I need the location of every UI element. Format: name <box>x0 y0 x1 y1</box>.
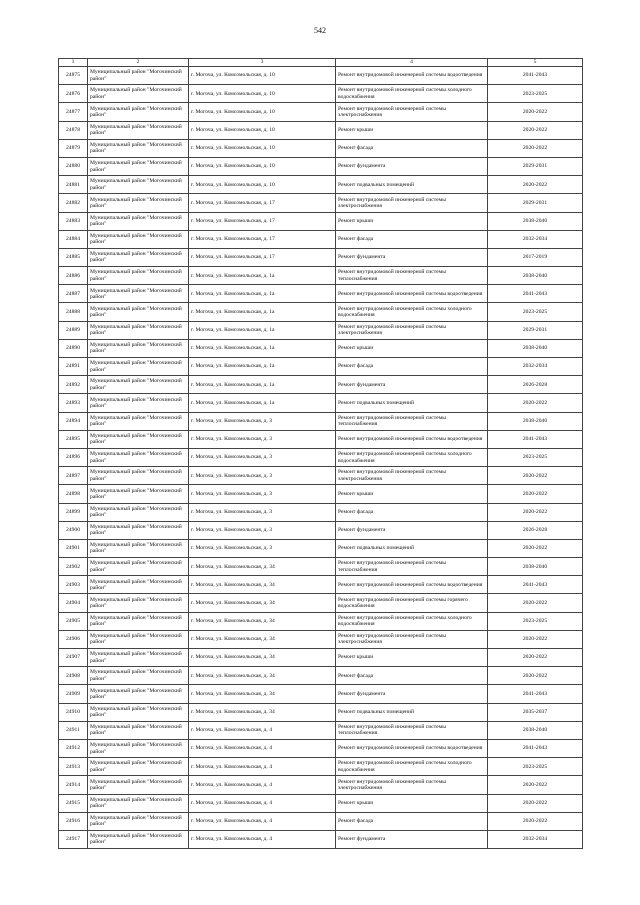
row-number-cell: 24889 <box>59 321 88 339</box>
period-cell: 2020-2022 <box>488 503 583 521</box>
address-cell: г. Могоча, ул. Комсомольская, д. 34 <box>189 685 336 703</box>
municipality-cell: Муниципальный район "Могочинский район" <box>88 412 189 430</box>
municipality-cell: Муниципальный район "Могочинский район" <box>88 612 189 630</box>
address-cell: г. Могоча, ул. Комсомольская, д. 17 <box>189 212 336 230</box>
municipality-cell: Муниципальный район "Могочинский район" <box>88 594 189 612</box>
municipality-cell: Муниципальный район "Могочинский район" <box>88 194 189 212</box>
table-row <box>59 358 583 376</box>
table-row <box>59 612 583 630</box>
period-cell: 2020-2022 <box>488 794 583 812</box>
table-row <box>59 503 583 521</box>
municipality-cell: Муниципальный район "Могочинский район" <box>88 85 189 103</box>
municipality-cell: Муниципальный район "Могочинский район" <box>88 339 189 357</box>
work-type-cell: Ремонт крыши <box>336 794 488 812</box>
address-cell: г. Могоча, ул. Комсомольская, д. 34 <box>189 576 336 594</box>
period-cell: 2017-2019 <box>488 248 583 266</box>
municipality-cell: Муниципальный район "Могочинский район" <box>88 230 189 248</box>
address-cell: г. Могоча, ул. Комсомольская, д. 4 <box>189 721 336 739</box>
period-cell: 2032-2034 <box>488 358 583 376</box>
table-row <box>59 794 583 812</box>
address-cell: г. Могоча, ул. Комсомольская, д. 3 <box>189 412 336 430</box>
work-type-cell: Ремонт крыши <box>336 212 488 230</box>
municipality-cell: Муниципальный район "Могочинский район" <box>88 576 189 594</box>
address-cell: г. Могоча, ул. Комсомольская, д. 1а <box>189 339 336 357</box>
row-number-cell: 24883 <box>59 212 88 230</box>
table-row <box>59 230 583 248</box>
work-type-cell: Ремонт внутридомовой инженерной системы электроснабжения <box>336 776 488 794</box>
row-number-cell: 24877 <box>59 103 88 121</box>
row-number-cell: 24904 <box>59 594 88 612</box>
row-number-cell: 24876 <box>59 85 88 103</box>
address-cell: г. Могоча, ул. Комсомольская, д. 4 <box>189 758 336 776</box>
table-row <box>59 776 583 794</box>
table-row <box>59 121 583 139</box>
row-number-cell: 24902 <box>59 558 88 576</box>
column-header: 4 <box>336 59 488 67</box>
repair-schedule-table <box>58 58 583 849</box>
address-cell: г. Могоча, ул. Комсомольская, д. 3 <box>189 521 336 539</box>
table-row <box>59 576 583 594</box>
address-cell: г. Могоча, ул. Комсомольская, д. 34 <box>189 667 336 685</box>
address-cell: г. Могоча, ул. Комсомольская, д. 3 <box>189 503 336 521</box>
address-cell: г. Могоча, ул. Комсомольская, д. 10 <box>189 67 336 85</box>
period-cell: 2020-2022 <box>488 485 583 503</box>
row-number-cell: 24879 <box>59 139 88 157</box>
address-cell: г. Могоча, ул. Комсомольская, д. 1а <box>189 358 336 376</box>
table-row <box>59 467 583 485</box>
row-number-cell: 24908 <box>59 667 88 685</box>
row-number-cell: 24898 <box>59 485 88 503</box>
period-cell: 2041-2043 <box>488 576 583 594</box>
row-number-cell: 24914 <box>59 776 88 794</box>
period-cell: 2041-2043 <box>488 739 583 757</box>
work-type-cell: Ремонт внутридомовой инженерной системы электроснабжения <box>336 194 488 212</box>
address-cell: г. Могоча, ул. Комсомольская, д. 34 <box>189 558 336 576</box>
table-row <box>59 430 583 448</box>
municipality-cell: Муниципальный район "Могочинский район" <box>88 685 189 703</box>
address-cell: г. Могоча, ул. Комсомольская, д. 34 <box>189 594 336 612</box>
address-cell: г. Могоча, ул. Комсомольская, д. 10 <box>189 121 336 139</box>
work-type-cell: Ремонт подвальных помещений <box>336 703 488 721</box>
period-cell: 2041-2043 <box>488 285 583 303</box>
municipality-cell: Муниципальный район "Могочинский район" <box>88 776 189 794</box>
work-type-cell: Ремонт внутридомовой инженерной системы холодного водоснабжения <box>336 612 488 630</box>
period-cell: 2023-2025 <box>488 612 583 630</box>
header-row <box>59 59 583 67</box>
row-number-cell: 24916 <box>59 812 88 830</box>
period-cell: 2038-2040 <box>488 212 583 230</box>
table-row <box>59 176 583 194</box>
period-cell: 2026-2028 <box>488 521 583 539</box>
row-number-cell: 24901 <box>59 539 88 557</box>
municipality-cell: Муниципальный район "Могочинский район" <box>88 157 189 175</box>
row-number-cell: 24886 <box>59 267 88 285</box>
work-type-cell: Ремонт фундамента <box>336 157 488 175</box>
table-row <box>59 285 583 303</box>
address-cell: г. Могоча, ул. Комсомольская, д. 3 <box>189 467 336 485</box>
table-row <box>59 103 583 121</box>
municipality-cell: Муниципальный район "Могочинский район" <box>88 448 189 466</box>
address-cell: г. Могоча, ул. Комсомольская, д. 1а <box>189 321 336 339</box>
address-cell: г. Могоча, ул. Комсомольская, д. 1а <box>189 303 336 321</box>
work-type-cell: Ремонт подвальных помещений <box>336 394 488 412</box>
row-number-cell: 24878 <box>59 121 88 139</box>
table-body <box>59 67 583 849</box>
row-number-cell: 24875 <box>59 67 88 85</box>
table-row <box>59 394 583 412</box>
table-row <box>59 558 583 576</box>
address-cell: г. Могоча, ул. Комсомольская, д. 34 <box>189 612 336 630</box>
period-cell: 2038-2040 <box>488 558 583 576</box>
municipality-cell: Муниципальный район "Могочинский район" <box>88 285 189 303</box>
row-number-cell: 24894 <box>59 412 88 430</box>
table-row <box>59 267 583 285</box>
address-cell: г. Могоча, ул. Комсомольская, д. 10 <box>189 176 336 194</box>
address-cell: г. Могоча, ул. Комсомольская, д. 17 <box>189 230 336 248</box>
table-row <box>59 157 583 175</box>
work-type-cell: Ремонт внутридомовой инженерной системы электроснабжения <box>336 103 488 121</box>
period-cell: 2020-2022 <box>488 176 583 194</box>
table-row <box>59 630 583 648</box>
period-cell: 2032-2034 <box>488 830 583 848</box>
municipality-cell: Муниципальный район "Могочинский район" <box>88 812 189 830</box>
table-row <box>59 85 583 103</box>
work-type-cell: Ремонт внутридомовой инженерной системы водоотведения <box>336 67 488 85</box>
work-type-cell: Ремонт крыши <box>336 339 488 357</box>
table-row <box>59 812 583 830</box>
municipality-cell: Муниципальный район "Могочинский район" <box>88 503 189 521</box>
work-type-cell: Ремонт фасада <box>336 503 488 521</box>
work-type-cell: Ремонт фундамента <box>336 248 488 266</box>
table-row <box>59 321 583 339</box>
period-cell: 2029-2031 <box>488 321 583 339</box>
period-cell: 2032-2034 <box>488 230 583 248</box>
municipality-cell: Муниципальный район "Могочинский район" <box>88 376 189 394</box>
table-row <box>59 667 583 685</box>
address-cell: г. Могоча, ул. Комсомольская, д. 3 <box>189 539 336 557</box>
municipality-cell: Муниципальный район "Могочинский район" <box>88 703 189 721</box>
column-header: 2 <box>88 59 189 67</box>
period-cell: 2038-2040 <box>488 721 583 739</box>
work-type-cell: Ремонт внутридомовой инженерной системы горячего водоснабжения <box>336 594 488 612</box>
period-cell: 2026-2028 <box>488 376 583 394</box>
period-cell: 2041-2043 <box>488 67 583 85</box>
municipality-cell: Муниципальный район "Могочинский район" <box>88 485 189 503</box>
period-cell: 2038-2040 <box>488 339 583 357</box>
row-number-cell: 24887 <box>59 285 88 303</box>
address-cell: г. Могоча, ул. Комсомольская, д. 10 <box>189 157 336 175</box>
municipality-cell: Муниципальный район "Могочинский район" <box>88 649 189 667</box>
row-number-cell: 24890 <box>59 339 88 357</box>
row-number-cell: 24891 <box>59 358 88 376</box>
period-cell: 2038-2040 <box>488 412 583 430</box>
period-cell: 2029-2031 <box>488 194 583 212</box>
row-number-cell: 24910 <box>59 703 88 721</box>
table-row <box>59 685 583 703</box>
row-number-cell: 24895 <box>59 430 88 448</box>
work-type-cell: Ремонт подвальных помещений <box>336 539 488 557</box>
row-number-cell: 24888 <box>59 303 88 321</box>
table-row <box>59 703 583 721</box>
period-cell: 2020-2022 <box>488 103 583 121</box>
row-number-cell: 24905 <box>59 612 88 630</box>
page-number: 542 <box>314 26 326 35</box>
table-row <box>59 649 583 667</box>
table-row <box>59 539 583 557</box>
work-type-cell: Ремонт внутридомовой инженерной системы водоотведения <box>336 285 488 303</box>
work-type-cell: Ремонт крыши <box>336 485 488 503</box>
period-cell: 2020-2022 <box>488 812 583 830</box>
row-number-cell: 24884 <box>59 230 88 248</box>
row-number-cell: 24912 <box>59 739 88 757</box>
work-type-cell: Ремонт фасада <box>336 358 488 376</box>
table-row <box>59 594 583 612</box>
work-type-cell: Ремонт фундамента <box>336 521 488 539</box>
work-type-cell: Ремонт подвальных помещений <box>336 176 488 194</box>
column-header: 3 <box>189 59 336 67</box>
table-row <box>59 739 583 757</box>
municipality-cell: Муниципальный район "Могочинский район" <box>88 539 189 557</box>
municipality-cell: Муниципальный район "Могочинский район" <box>88 176 189 194</box>
row-number-cell: 24909 <box>59 685 88 703</box>
work-type-cell: Ремонт крыши <box>336 121 488 139</box>
table-row <box>59 485 583 503</box>
municipality-cell: Муниципальный район "Могочинский район" <box>88 267 189 285</box>
municipality-cell: Муниципальный район "Могочинский район" <box>88 667 189 685</box>
municipality-cell: Муниципальный район "Могочинский район" <box>88 430 189 448</box>
table-row <box>59 830 583 848</box>
table-row <box>59 67 583 85</box>
row-number-cell: 24915 <box>59 794 88 812</box>
table-row <box>59 758 583 776</box>
address-cell: г. Могоча, ул. Комсомольская, д. 1а <box>189 376 336 394</box>
address-cell: г. Могоча, ул. Комсомольская, д. 4 <box>189 739 336 757</box>
table-row <box>59 339 583 357</box>
period-cell: 2020-2022 <box>488 667 583 685</box>
municipality-cell: Муниципальный район "Могочинский район" <box>88 521 189 539</box>
work-type-cell: Ремонт внутридомовой инженерной системы электроснабжения <box>336 630 488 648</box>
address-cell: г. Могоча, ул. Комсомольская, д. 1а <box>189 285 336 303</box>
work-type-cell: Ремонт крыши <box>336 649 488 667</box>
period-cell: 2020-2022 <box>488 139 583 157</box>
municipality-cell: Муниципальный район "Могочинский район" <box>88 67 189 85</box>
period-cell: 2023-2025 <box>488 448 583 466</box>
table-row <box>59 248 583 266</box>
work-type-cell: Ремонт внутридомовой инженерной системы теплоснабжения <box>336 558 488 576</box>
work-type-cell: Ремонт фундамента <box>336 685 488 703</box>
period-cell: 2035-2037 <box>488 703 583 721</box>
period-cell: 2020-2022 <box>488 594 583 612</box>
row-number-cell: 24882 <box>59 194 88 212</box>
period-cell: 2038-2040 <box>488 267 583 285</box>
column-header: 5 <box>488 59 583 67</box>
municipality-cell: Муниципальный район "Могочинский район" <box>88 212 189 230</box>
municipality-cell: Муниципальный район "Могочинский район" <box>88 558 189 576</box>
work-type-cell: Ремонт внутридомовой инженерной системы теплоснабжения <box>336 412 488 430</box>
address-cell: г. Могоча, ул. Комсомольская, д. 10 <box>189 139 336 157</box>
column-header: 1 <box>59 59 88 67</box>
row-number-cell: 24896 <box>59 448 88 466</box>
row-number-cell: 24899 <box>59 503 88 521</box>
row-number-cell: 24907 <box>59 649 88 667</box>
period-cell: 2020-2022 <box>488 776 583 794</box>
table-row <box>59 721 583 739</box>
work-type-cell: Ремонт фасада <box>336 230 488 248</box>
municipality-cell: Муниципальный район "Могочинский район" <box>88 739 189 757</box>
address-cell: г. Могоча, ул. Комсомольская, д. 4 <box>189 812 336 830</box>
work-type-cell: Ремонт внутридомовой инженерной системы холодного водоснабжения <box>336 448 488 466</box>
municipality-cell: Муниципальный район "Могочинский район" <box>88 394 189 412</box>
municipality-cell: Муниципальный район "Могочинский район" <box>88 467 189 485</box>
table-row <box>59 303 583 321</box>
row-number-cell: 24906 <box>59 630 88 648</box>
period-cell: 2023-2025 <box>488 303 583 321</box>
row-number-cell: 24880 <box>59 157 88 175</box>
period-cell: 2020-2022 <box>488 539 583 557</box>
work-type-cell: Ремонт фасада <box>336 139 488 157</box>
table-row <box>59 521 583 539</box>
row-number-cell: 24913 <box>59 758 88 776</box>
municipality-cell: Муниципальный район "Могочинский район" <box>88 358 189 376</box>
row-number-cell: 24900 <box>59 521 88 539</box>
work-type-cell: Ремонт внутридомовой инженерной системы теплоснабжения <box>336 721 488 739</box>
address-cell: г. Могоча, ул. Комсомольская, д. 3 <box>189 485 336 503</box>
period-cell: 2041-2043 <box>488 430 583 448</box>
address-cell: г. Могоча, ул. Комсомольская, д. 3 <box>189 430 336 448</box>
period-cell: 2023-2025 <box>488 85 583 103</box>
address-cell: г. Могоча, ул. Комсомольская, д. 10 <box>189 103 336 121</box>
row-number-cell: 24881 <box>59 176 88 194</box>
period-cell: 2029-2031 <box>488 157 583 175</box>
work-type-cell: Ремонт внутридомовой инженерной системы холодного водоснабжения <box>336 303 488 321</box>
address-cell: г. Могоча, ул. Комсомольская, д. 4 <box>189 776 336 794</box>
address-cell: г. Могоча, ул. Комсомольская, д. 10 <box>189 85 336 103</box>
period-cell: 2020-2022 <box>488 630 583 648</box>
work-type-cell: Ремонт фасада <box>336 812 488 830</box>
work-type-cell: Ремонт внутридомовой инженерной системы водоотведения <box>336 739 488 757</box>
period-cell: 2020-2022 <box>488 467 583 485</box>
period-cell: 2041-2043 <box>488 685 583 703</box>
work-type-cell: Ремонт внутридомовой инженерной системы водоотведения <box>336 576 488 594</box>
work-type-cell: Ремонт фундамента <box>336 830 488 848</box>
row-number-cell: 24885 <box>59 248 88 266</box>
period-cell: 2020-2022 <box>488 394 583 412</box>
row-number-cell: 24893 <box>59 394 88 412</box>
address-cell: г. Могоча, ул. Комсомольская, д. 34 <box>189 703 336 721</box>
period-cell: 2020-2022 <box>488 121 583 139</box>
table-row <box>59 139 583 157</box>
address-cell: г. Могоча, ул. Комсомольская, д. 17 <box>189 194 336 212</box>
row-number-cell: 24892 <box>59 376 88 394</box>
work-type-cell: Ремонт фасада <box>336 667 488 685</box>
work-type-cell: Ремонт внутридомовой инженерной системы водоотведения <box>336 430 488 448</box>
municipality-cell: Муниципальный район "Могочинский район" <box>88 721 189 739</box>
period-cell: 2020-2022 <box>488 649 583 667</box>
table-row <box>59 376 583 394</box>
address-cell: г. Могоча, ул. Комсомольская, д. 3 <box>189 448 336 466</box>
work-type-cell: Ремонт внутридомовой инженерной системы холодного водоснабжения <box>336 758 488 776</box>
municipality-cell: Муниципальный район "Могочинский район" <box>88 121 189 139</box>
row-number-cell: 24917 <box>59 830 88 848</box>
work-type-cell: Ремонт внутридомовой инженерной системы холодного водоснабжения <box>336 85 488 103</box>
municipality-cell: Муниципальный район "Могочинский район" <box>88 758 189 776</box>
row-number-cell: 24903 <box>59 576 88 594</box>
address-cell: г. Могоча, ул. Комсомольская, д. 1а <box>189 267 336 285</box>
work-type-cell: Ремонт внутридомовой инженерной системы электроснабжения <box>336 321 488 339</box>
address-cell: г. Могоча, ул. Комсомольская, д. 4 <box>189 794 336 812</box>
municipality-cell: Муниципальный район "Могочинский район" <box>88 830 189 848</box>
municipality-cell: Муниципальный район "Могочинский район" <box>88 103 189 121</box>
work-type-cell: Ремонт фундамента <box>336 376 488 394</box>
table-row <box>59 448 583 466</box>
row-number-cell: 24911 <box>59 721 88 739</box>
municipality-cell: Муниципальный район "Могочинский район" <box>88 248 189 266</box>
municipality-cell: Муниципальный район "Могочинский район" <box>88 139 189 157</box>
address-cell: г. Могоча, ул. Комсомольская, д. 17 <box>189 248 336 266</box>
address-cell: г. Могоча, ул. Комсомольская, д. 34 <box>189 630 336 648</box>
municipality-cell: Муниципальный район "Могочинский район" <box>88 303 189 321</box>
municipality-cell: Муниципальный район "Могочинский район" <box>88 794 189 812</box>
municipality-cell: Муниципальный район "Могочинский район" <box>88 321 189 339</box>
table-row <box>59 194 583 212</box>
period-cell: 2023-2025 <box>488 758 583 776</box>
address-cell: г. Могоча, ул. Комсомольская, д. 1а <box>189 394 336 412</box>
municipality-cell: Муниципальный район "Могочинский район" <box>88 630 189 648</box>
address-cell: г. Могоча, ул. Комсомольская, д. 4 <box>189 830 336 848</box>
table-row <box>59 412 583 430</box>
row-number-cell: 24897 <box>59 467 88 485</box>
work-type-cell: Ремонт внутридомовой инженерной системы теплоснабжения <box>336 267 488 285</box>
address-cell: г. Могоча, ул. Комсомольская, д. 34 <box>189 649 336 667</box>
table-row <box>59 212 583 230</box>
work-type-cell: Ремонт внутридомовой инженерной системы электроснабжения <box>336 467 488 485</box>
